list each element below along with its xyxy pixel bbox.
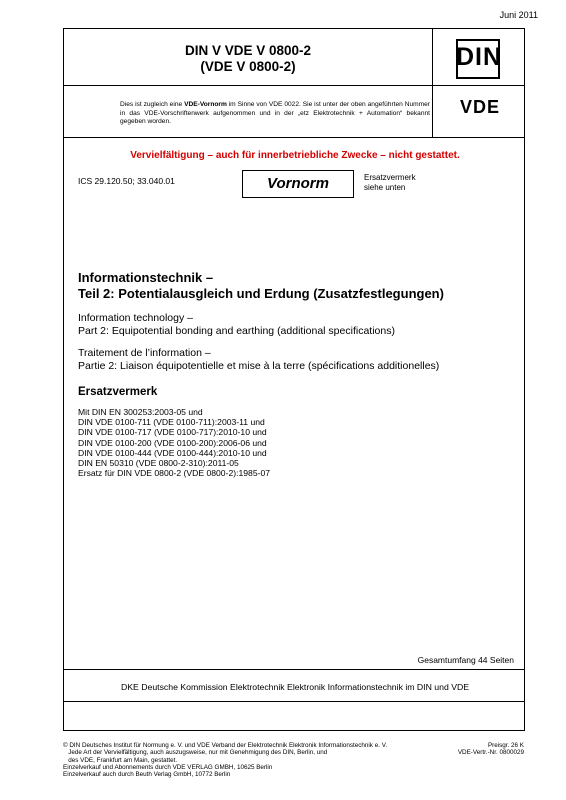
header-divider <box>64 85 524 86</box>
ersatz-line: DIN VDE 0100-711 (VDE 0100-711):2003-11 und <box>78 417 265 428</box>
title-german: Informationstechnik – Teil 2: Potentialausgleich und Erdung (Zusatzfestlegungen) <box>78 270 444 301</box>
ersatz-line: DIN VDE 0100-444 (VDE 0100-444):2010-10 und <box>78 447 267 458</box>
ersatz-note: Ersatzvermerk siehe unten <box>364 173 416 192</box>
ersatz-heading: Ersatzvermerk <box>78 386 158 398</box>
ersatz-line: DIN EN 50310 (VDE 0800-2-310):2011-05 <box>78 458 239 469</box>
din-logo <box>456 39 503 79</box>
vde-note: Dies ist zugleich eine VDE-Vornorm im Sinne von VDE 0022. Sie ist unter der oben angeführten Nummer in das VDE-Vorschriftenwerk aufgenommen und in der „etz Elektrotechnik + Automation“ bekannt gegeben worden. <box>120 101 430 126</box>
dke-divider-top <box>64 669 524 670</box>
title-line-1: DIN V VDE V 0800-2 <box>184 43 312 58</box>
header-vertical-divider <box>432 29 433 137</box>
document-frame <box>63 28 525 731</box>
vornorm-label: Vornorm <box>242 170 354 198</box>
ersatz-line: DIN VDE 0100-200 (VDE 0100-200):2006-06 und <box>78 437 267 448</box>
publication-date: Juni 2011 <box>499 10 538 20</box>
note-divider <box>64 137 524 138</box>
ersatz-list <box>78 407 270 478</box>
dke-line: DKE Deutsche Kommission Elektrotechnik Elektronik Informationstechnik im DIN und VDE <box>120 682 470 692</box>
title-french: Traitement de l’information – Partie 2: Liaison équipotentielle et mise à la terre (spécifications additionelles) <box>78 347 440 372</box>
order-number: VDE-Vertr.-Nr. 0800029 <box>457 749 524 757</box>
dke-divider-bottom <box>64 701 524 702</box>
title-line-2: (VDE V 0800-2) <box>200 59 296 74</box>
price-group: Preisgr. 26 K <box>487 742 524 749</box>
vde-vornorm-term: VDE-Vornorm <box>184 101 227 108</box>
ersatz-line: DIN VDE 0100-717 (VDE 0100-717):2010-10 und <box>78 427 267 438</box>
ersatz-line: Ersatz für DIN VDE 0800-2 (VDE 0800-2):1985-07 <box>78 468 271 479</box>
title-english: Information technology – Part 2: Equipotential bonding and earthing (additional specifications) <box>78 312 395 337</box>
total-pages: Gesamtumfang 44 Seiten <box>417 655 514 665</box>
footer-price-info <box>458 742 524 757</box>
din-logo-text: DIN <box>456 43 503 71</box>
vde-logo: VDE <box>459 97 500 117</box>
ics-code: ICS 29.120.50; 33.040.01 <box>78 176 175 186</box>
ersatz-line: Mit DIN EN 300253:2003-05 und <box>78 407 203 417</box>
document-title <box>64 43 432 75</box>
footer-copyright: © DIN Deutsches Institut für Normung e. V. und VDE Verband der Elektrotechnik Elektronik Informationstechnik e. V. Jede Art der Vervielfältigung, auch auszugsweise, nur mit Genehmigung des DIN, Berlin, und des VDE, Frankfurt am Main, gestattet. Einzelverkauf und Abonnements durch VDE VERLAG GMBH, 10625 Berlin Einzelverkauf auch durch Beuth Verlag GmbH, 10772 Berlin <box>63 742 388 779</box>
copy-warning: Vervielfältigung – auch für innerbetriebliche Zwecke – nicht gestattet. <box>130 150 460 161</box>
